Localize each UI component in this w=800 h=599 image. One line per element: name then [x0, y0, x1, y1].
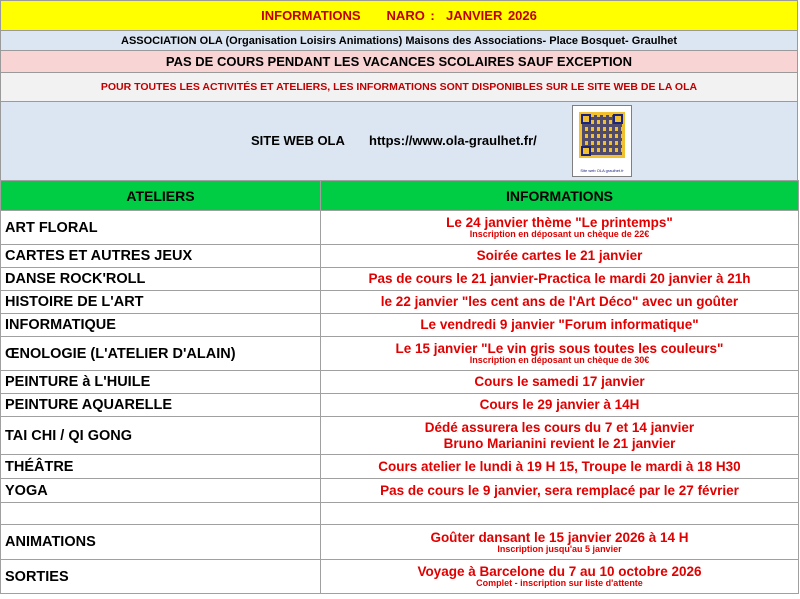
- info-text: Goûter dansant le 15 janvier 2026 à 14 H: [430, 529, 689, 545]
- table-row: [1, 314, 799, 337]
- info-note: Inscription en déposant un chèque de 30€: [469, 355, 650, 366]
- site-label: SITE WEB OLA: [251, 133, 345, 148]
- info-cell: Cours le samedi 17 janvier: [321, 371, 799, 394]
- website-section: [0, 101, 798, 181]
- atelier-cell: SORTIES: [1, 560, 321, 594]
- association-text: ASSOCIATION OLA (Organisation Loisirs Animations) Maisons des Associations- Place Bosquet- Graulhet: [121, 34, 677, 47]
- info-cell: Le vendredi 9 janvier "Forum informatique": [321, 314, 799, 337]
- info-cell: le 22 janvier "les cent ans de l'Art Déco" avec un goûter: [321, 291, 799, 314]
- table-row: [1, 479, 799, 503]
- table-row: [1, 503, 799, 525]
- table-header-row: [1, 181, 799, 211]
- table-row: [1, 291, 799, 314]
- info-cell: [321, 560, 799, 594]
- qr-code-icon: [572, 105, 632, 177]
- table-row: [1, 560, 799, 594]
- header-ateliers: ATELIERS: [1, 181, 321, 211]
- site-url-link[interactable]: https://www.ola-graulhet.fr/: [369, 133, 537, 148]
- info-text: Le 24 janvier thème "Le printemps": [446, 215, 673, 230]
- table-row: [1, 417, 799, 455]
- info-cell: Pas de cours le 21 janvier-Practica le mardi 20 janvier à 21h: [321, 268, 799, 291]
- info-cell: [321, 417, 799, 455]
- info-cell: [321, 337, 799, 371]
- association-line: [0, 30, 798, 51]
- atelier-cell: YOGA: [1, 479, 321, 503]
- info-text: Le 15 janvier "Le vin gris sous toutes les couleurs": [395, 341, 724, 356]
- atelier-cell: DANSE ROCK'ROLL: [1, 268, 321, 291]
- info-cell: Cours atelier le lundi à 19 H 15, Troupe le mardi à 18 H30: [321, 455, 799, 479]
- atelier-cell: HISTOIRE DE L'ART: [1, 291, 321, 314]
- info-note: Inscription en déposant un chèque de 22€: [469, 229, 650, 240]
- info-notice-text: POUR TOUTES LES ACTIVITÉS ET ATELIERS, LES INFORMATIONS SONT DISPONIBLES SUR LE SITE WEB DE LA OLA: [100, 81, 698, 93]
- info-cell: Cours le 29 janvier à 14H: [321, 394, 799, 417]
- info-note: Inscription jusqu'au 5 janvier: [497, 543, 622, 554]
- info-note: Complet - inscription sur liste d'attente: [476, 578, 643, 589]
- table-row: [1, 455, 799, 479]
- title-bar: [0, 0, 798, 31]
- activities-table: [0, 180, 799, 594]
- info-cell: [321, 211, 799, 245]
- title-informations: INFORMATIONS: [261, 8, 361, 23]
- atelier-cell: ART FLORAL: [1, 211, 321, 245]
- table-row: [1, 211, 799, 245]
- info-cell: [321, 525, 799, 560]
- table-row: [1, 394, 799, 417]
- atelier-cell: [1, 503, 321, 525]
- atelier-cell: ANIMATIONS: [1, 525, 321, 560]
- header-informations: INFORMATIONS: [321, 181, 799, 211]
- info-cell: Pas de cours le 9 janvier, sera remplacé par le 27 février: [321, 479, 799, 503]
- info-notice-line: [0, 72, 798, 102]
- atelier-cell: THÉÂTRE: [1, 455, 321, 479]
- table-row: [1, 268, 799, 291]
- info-cell: Soirée cartes le 21 janvier: [321, 245, 799, 268]
- holiday-notice-text: PAS DE COURS PENDANT LES VACANCES SCOLAIRES SAUF EXCEPTION: [165, 54, 633, 69]
- title-period: NARO : JANVIER 2026: [386, 8, 537, 23]
- atelier-cell: INFORMATIQUE: [1, 314, 321, 337]
- info-cell: [321, 503, 799, 525]
- info-text: Dédé assurera les cours du 7 et 14 janvier: [424, 420, 695, 436]
- atelier-cell: TAI CHI / QI GONG: [1, 417, 321, 455]
- table-row: [1, 337, 799, 371]
- holiday-notice-line: [0, 50, 798, 73]
- table-row: [1, 371, 799, 394]
- table-row: [1, 525, 799, 560]
- atelier-cell: PEINTURE AQUARELLE: [1, 394, 321, 417]
- table-row: [1, 245, 799, 268]
- info-text: Voyage à Barcelone du 7 au 10 octobre 2026: [417, 564, 702, 579]
- atelier-cell: PEINTURE à L'HUILE: [1, 371, 321, 394]
- atelier-cell: ŒNOLOGIE (L'ATELIER D'ALAIN): [1, 337, 321, 371]
- info-text-2: Bruno Marianini revient le 21 janvier: [443, 435, 676, 451]
- atelier-cell: CARTES ET AUTRES JEUX: [1, 245, 321, 268]
- qr-caption: Site web OLA graulhet.fr: [580, 168, 624, 173]
